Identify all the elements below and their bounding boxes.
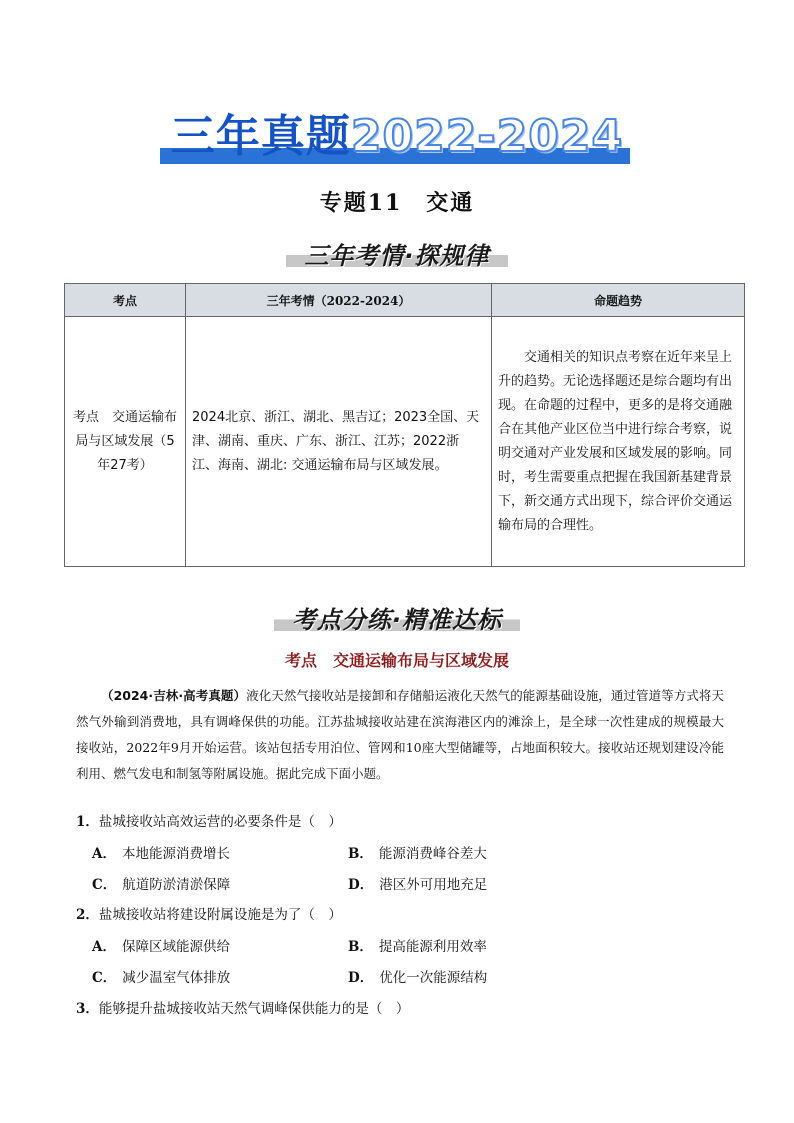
question-2	[76, 903, 342, 923]
section-banner-practice	[0, 600, 794, 635]
kaodian-title: 考点 交通运输布局与区域发展	[284, 651, 509, 670]
passage-text: 液化天然气接收站是接卸和存储船运液化天然气的能源基础设施，通过管道等方式将天然气外输到消费地，具有调峰保供的功能。江苏盐城接收站建在滨海港区内的滩涂上，是全球一次性建成的规模最大接收站，2022年9月开始运营。该站包括专用泊位、管网和10座大型储罐等，占地面积较大。接收站还规划建设冷能利用、燃气发电和制氢等附属设施。据此完成下面小题。	[76, 688, 724, 781]
option-text: 保障区域能源供给	[121, 939, 230, 955]
option-2a[interactable]	[92, 935, 230, 955]
question-number: 2．	[76, 907, 99, 923]
question-stem: 盐城接收站将建设附属设施是为了（ ）	[98, 907, 342, 923]
table-cell-topic: 考点 交通运输布局与区域发展（5年27考）	[65, 317, 186, 567]
question-number: 1．	[76, 814, 99, 830]
table-header-trend: 命题趋势	[492, 284, 745, 317]
option-label: D．	[348, 970, 374, 986]
section-banner-trends-text: 三年考情·探规律	[286, 236, 507, 271]
banner-title-years: 2022-2024	[350, 111, 624, 162]
question-stem: 能够提升盐城接收站天然气调峰保供能力的是（ ）	[98, 1001, 410, 1017]
option-text: 港区外可用地充足	[379, 877, 488, 893]
option-text: 提高能源利用效率	[378, 939, 487, 955]
exam-trend-table	[64, 283, 745, 567]
option-label: C．	[92, 877, 117, 893]
option-label: B．	[348, 846, 373, 862]
banner-title-cn: 三年真题	[170, 111, 351, 162]
reading-passage	[76, 683, 724, 787]
option-1c[interactable]	[92, 873, 230, 893]
option-1d[interactable]	[348, 873, 487, 893]
table-cell-situation: 2024北京、浙江、湖北、黑吉辽；2023全国、天津、湖南、重庆、广东、浙江、江苏；2022浙江、海南、湖北: 交通运输布局与区域发展。	[186, 317, 492, 567]
question-1	[76, 810, 342, 830]
option-text: 能源消费峰谷差大	[378, 846, 487, 862]
option-label: A．	[92, 939, 116, 955]
option-1a[interactable]	[92, 842, 230, 862]
banner-title	[0, 112, 794, 162]
option-2d[interactable]	[348, 966, 487, 986]
question-number: 3．	[76, 1001, 99, 1017]
option-1b[interactable]	[348, 842, 487, 862]
option-text: 优化一次能源结构	[379, 970, 488, 986]
option-2b[interactable]	[348, 935, 487, 955]
title-banner	[0, 112, 794, 172]
option-text: 航道防淤清淤保障	[122, 877, 231, 893]
option-label: D．	[348, 877, 374, 893]
table-header-topic: 考点	[65, 284, 186, 317]
question-stem: 盐城接收站高效运营的必要条件是（ ）	[98, 814, 342, 830]
table-header-situation: 三年考情（2022-2024）	[186, 284, 492, 317]
option-label: A．	[92, 846, 116, 862]
option-text: 本地能源消费增长	[121, 846, 230, 862]
section-banner-practice-text: 考点分练·精准达标	[274, 600, 520, 635]
option-2c[interactable]	[92, 966, 230, 986]
question-3	[76, 997, 409, 1017]
table-row	[65, 317, 745, 567]
table-header-row	[65, 284, 745, 317]
option-label: B．	[348, 939, 373, 955]
table-cell-trend: 交通相关的知识点考察在近年来呈上升的趋势。无论选择题还是综合题均有出现。在命题的过程中，更多的是将交通融合在其他产业区位当中进行综合考察，说明交通对产业发展和区域发展的影响。同时，考生需要重点把握在我国新基建背景下，新交通方式出现下，综合评价交通运输布局的合理性。	[492, 317, 745, 567]
subject-title: 专题11 交通	[319, 190, 475, 216]
section-banner-trends	[0, 236, 794, 271]
option-text: 减少温室气体排放	[122, 970, 231, 986]
option-label: C．	[92, 970, 117, 986]
passage-source: （2024·吉林·高考真题）	[101, 688, 247, 703]
